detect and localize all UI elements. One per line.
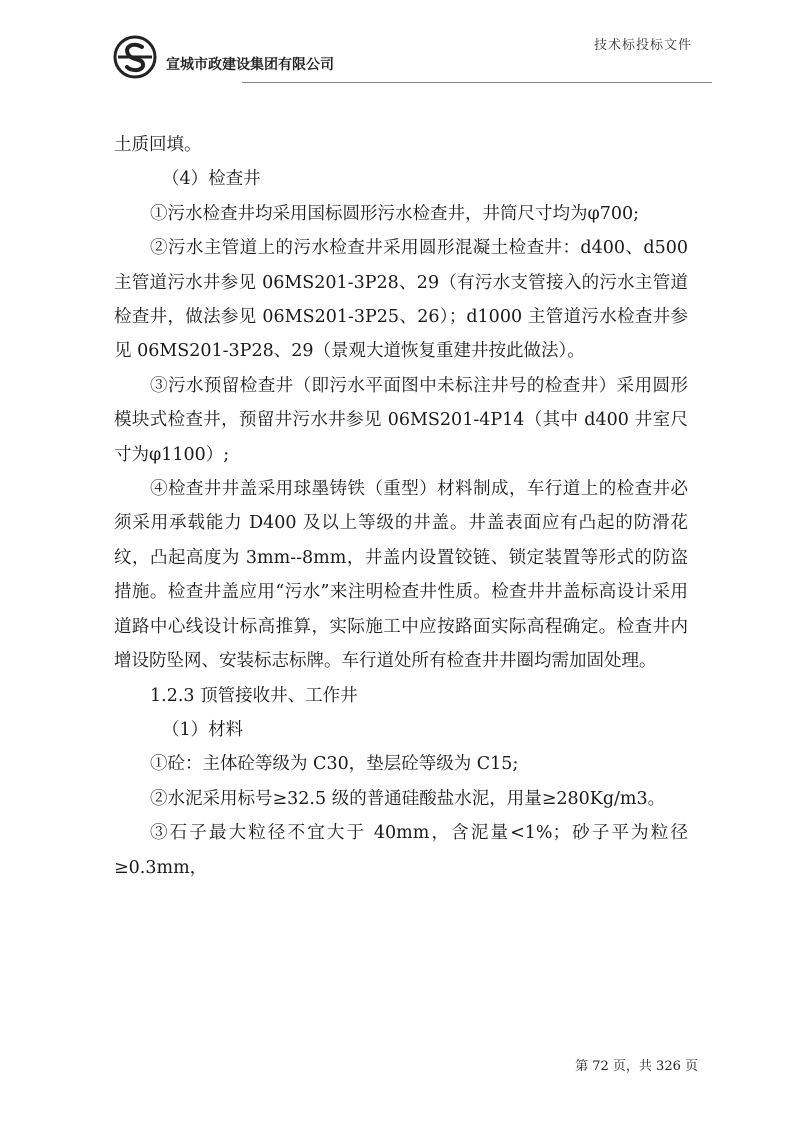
page-number: 第 72 页，共 326 页 — [575, 1059, 698, 1074]
paragraph: ①砼：主体砼等级为 C30，垫层砼等级为 C15; — [150, 754, 519, 775]
paragraph: ①污水检查井均采用国标圆形污水检查井，井筒尺寸均为φ700; — [150, 203, 640, 224]
paragraph: ③石子最大粒径不宜大于 40mm，含泥量<1%；砂子平为粒径≥0.3mm， — [114, 823, 688, 878]
section-heading: （1）材料 — [162, 719, 244, 740]
paragraph: ③污水预留检查井（即污水平面图中未标注井号的检查井）采用圆形模块式检查井，预留井污水井参见 06MS201-4P14（其中 d400 井室尺寸为φ1100）; — [114, 375, 688, 465]
paragraph: 土质回填。 — [114, 135, 202, 155]
company-logo — [112, 34, 158, 80]
page-header — [112, 22, 712, 80]
document-body — [114, 128, 688, 885]
paragraph: ②污水主管道上的污水检查井采用圆形混凝土检查井：d400、d500主管道污水井参见 06MS201-3P28、29（有污水支管接入的污水主管道检查井，做法参见 06MS201-3P25、26）；d1000 主管道污水检查井参见 06MS201-3P28、29（景观大道恢复重建井按此做法）。 — [114, 238, 688, 362]
document-type: 技术标投标文件 — [593, 38, 692, 53]
section-heading: （4）检查井 — [162, 169, 261, 190]
paragraph: ②水泥采用标号≥32.5 级的普通硅酸盐水泥，用量≥280Kg/m3。 — [150, 788, 666, 809]
header-divider — [242, 82, 712, 83]
company-name: 宣城市政建设集团有限公司 — [166, 57, 334, 73]
paragraph: ④检查井井盖采用球墨铸铁（重型）材料制成，车行道上的检查井必须采用承载能力 D400 及以上等级的井盖。井盖表面应有凸起的防滑花纹，凸起高度为 3mm--8mm，井盖内设置铰链、锁定装置等形式的防盗措施。检查井盖应用“污水”来注明检查井性质。检查井井盖标高设计采用道路中心线设计标高推算，实际施工中应按路面实际高程确定。检查井内增设防坠网、安装标志标牌。车行道处所有检查井井圈均需加固处理。 — [114, 479, 688, 672]
section-heading: 1.2.3 顶管接收井、工作井 — [150, 685, 358, 706]
